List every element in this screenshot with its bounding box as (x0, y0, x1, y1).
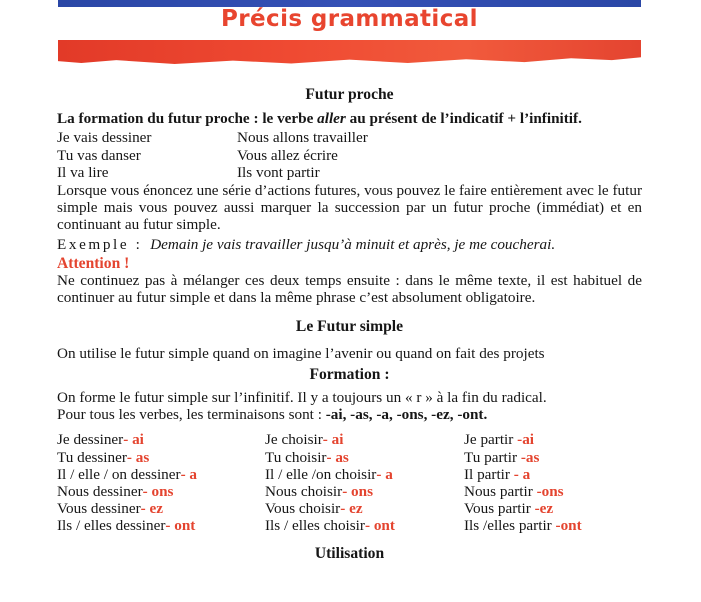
conjugation-ending: - ons (342, 483, 374, 501)
example-left-2: Tu vas danser (57, 146, 141, 164)
formation-line-1: On forme le futur simple sur l’infinitif. Il y a toujours un « r » à la fin du radical. (57, 389, 547, 407)
conjugation-ending: - a (180, 465, 198, 483)
formation-endings: -ai, -as, -a, -ons, -ez, -ont. (325, 406, 488, 424)
conjugation-cell (265, 500, 464, 517)
conjugation-stem: Nous choisir (265, 483, 343, 501)
conjugation-cell (464, 500, 642, 517)
banner-title: Précis grammatical (221, 6, 478, 32)
conjugation-stem: Je choisir (265, 431, 323, 449)
futur-proche-rule (57, 110, 642, 127)
conjugation-stem: Tu choisir (265, 448, 327, 466)
formation-heading: Formation : (309, 365, 390, 383)
conjugation-cell (57, 431, 265, 448)
rule-verb: aller (317, 110, 346, 128)
conjugation-cell (57, 500, 265, 517)
futur-proche-paragraph: Lorsque vous énoncez une série d’actions futures, vous pouvez le faire entièrement avec le futur simple mais vous pouvez aussi marquer la succession par un futur proche (immédiat) et en continuant au futur simple. (57, 182, 642, 234)
conjugation-stem: Tu partir (464, 448, 521, 466)
document-body (57, 86, 642, 535)
conjugation-table (57, 431, 642, 534)
conjugation-cell (464, 431, 642, 448)
futur-simple-intro: On utilise le futur simple quand on imagine l’avenir ou quand on fait des projets (57, 344, 545, 362)
conjugation-cell (57, 483, 265, 500)
conjugation-stem: Il partir (464, 465, 514, 483)
conjugation-ending: -ont (555, 517, 582, 535)
conjugation-cell (265, 449, 464, 466)
example-right-2: Vous allez écrire (237, 146, 338, 164)
conjugation-ending: - as (126, 448, 150, 466)
conjugation-cell (265, 431, 464, 448)
conjugation-ending: - as (326, 448, 349, 466)
exemple-text: Demain je vais travailler jusqu’à minuit et après, je me coucherai. (150, 235, 556, 253)
conjugation-stem: Ils / elles dessiner (57, 517, 166, 535)
conjugation-stem: Je partir (464, 431, 518, 449)
conjugation-stem: Nous partir (464, 483, 537, 501)
conjugation-ending: - ont (165, 517, 196, 535)
conjugation-cell (57, 517, 265, 534)
conjugation-cell (464, 449, 642, 466)
section-heading-futur-proche: Futur proche (305, 86, 394, 103)
conjugation-ending: - ont (364, 517, 395, 535)
conjugation-ending: -ez (534, 500, 554, 518)
attention-label: Attention ! (57, 254, 130, 272)
conjugation-cell (265, 517, 464, 534)
banner-red-brushstroke (58, 40, 641, 64)
conjugation-stem: Tu dessiner (57, 448, 127, 466)
conjugation-stem: Ils /elles partir (464, 517, 556, 535)
conjugation-ending: - a (513, 465, 531, 483)
futur-proche-examples (57, 129, 642, 181)
example-left-3: Il va lire (57, 163, 109, 181)
conjugation-cell (464, 483, 642, 500)
conjugation-stem: Je dessiner (57, 431, 124, 449)
example-right-3: Ils vont partir (237, 163, 320, 181)
conjugation-ending: - a (376, 465, 393, 483)
example-left-1: Je vais dessiner (57, 129, 152, 147)
conjugation-cell (464, 517, 642, 534)
conjugation-stem: Il / elle /on choisir (265, 465, 377, 483)
conjugation-stem: Il / elle / on dessiner (57, 465, 181, 483)
conjugation-ending: - ai (322, 431, 344, 449)
conjugation-stem: Vous partir (464, 500, 535, 518)
attention-text: Ne continuez pas à mélanger ces deux temps ensuite : dans le même texte, il est habituel de continuer au futur simple et dans la même phrase c’est absolument obligatoire. (57, 272, 642, 307)
conjugation-ending: -ons (536, 483, 564, 501)
section-heading-futur-simple: Le Futur simple (295, 318, 404, 336)
conjugation-ending: -ai (517, 431, 535, 449)
conjugation-cell (464, 466, 642, 483)
conjugation-ending: - ai (123, 431, 144, 449)
conjugation-stem: Vous dessiner (57, 500, 141, 518)
rule-text-before: La formation du futur proche : le verbe (57, 110, 318, 128)
conjugation-stem: Nous dessiner (57, 483, 143, 501)
conjugation-cell (57, 449, 265, 466)
conjugation-ending: - ez (140, 500, 164, 518)
conjugation-cell (57, 466, 265, 483)
conjugation-cell (265, 466, 464, 483)
header-banner (58, 0, 641, 74)
example-right-1: Nous allons travailler (237, 129, 368, 147)
section-heading-utilisation: Utilisation (314, 545, 385, 562)
exemple-label: Exemple : (57, 235, 143, 253)
rule-text-after: au présent de l’indicatif + l’infinitif. (345, 110, 582, 128)
conjugation-ending: - ons (142, 483, 174, 501)
conjugation-ending: -as (520, 448, 540, 466)
conjugation-stem: Vous choisir (265, 500, 341, 518)
conjugation-ending: - ez (340, 500, 363, 518)
conjugation-stem: Ils / elles choisir (265, 517, 365, 535)
conjugation-cell (265, 483, 464, 500)
exemple-line (57, 236, 642, 253)
formation-line-2 (57, 406, 642, 423)
formation-line-2-prefix: Pour tous les verbes, les terminaisons sont : (57, 406, 326, 424)
